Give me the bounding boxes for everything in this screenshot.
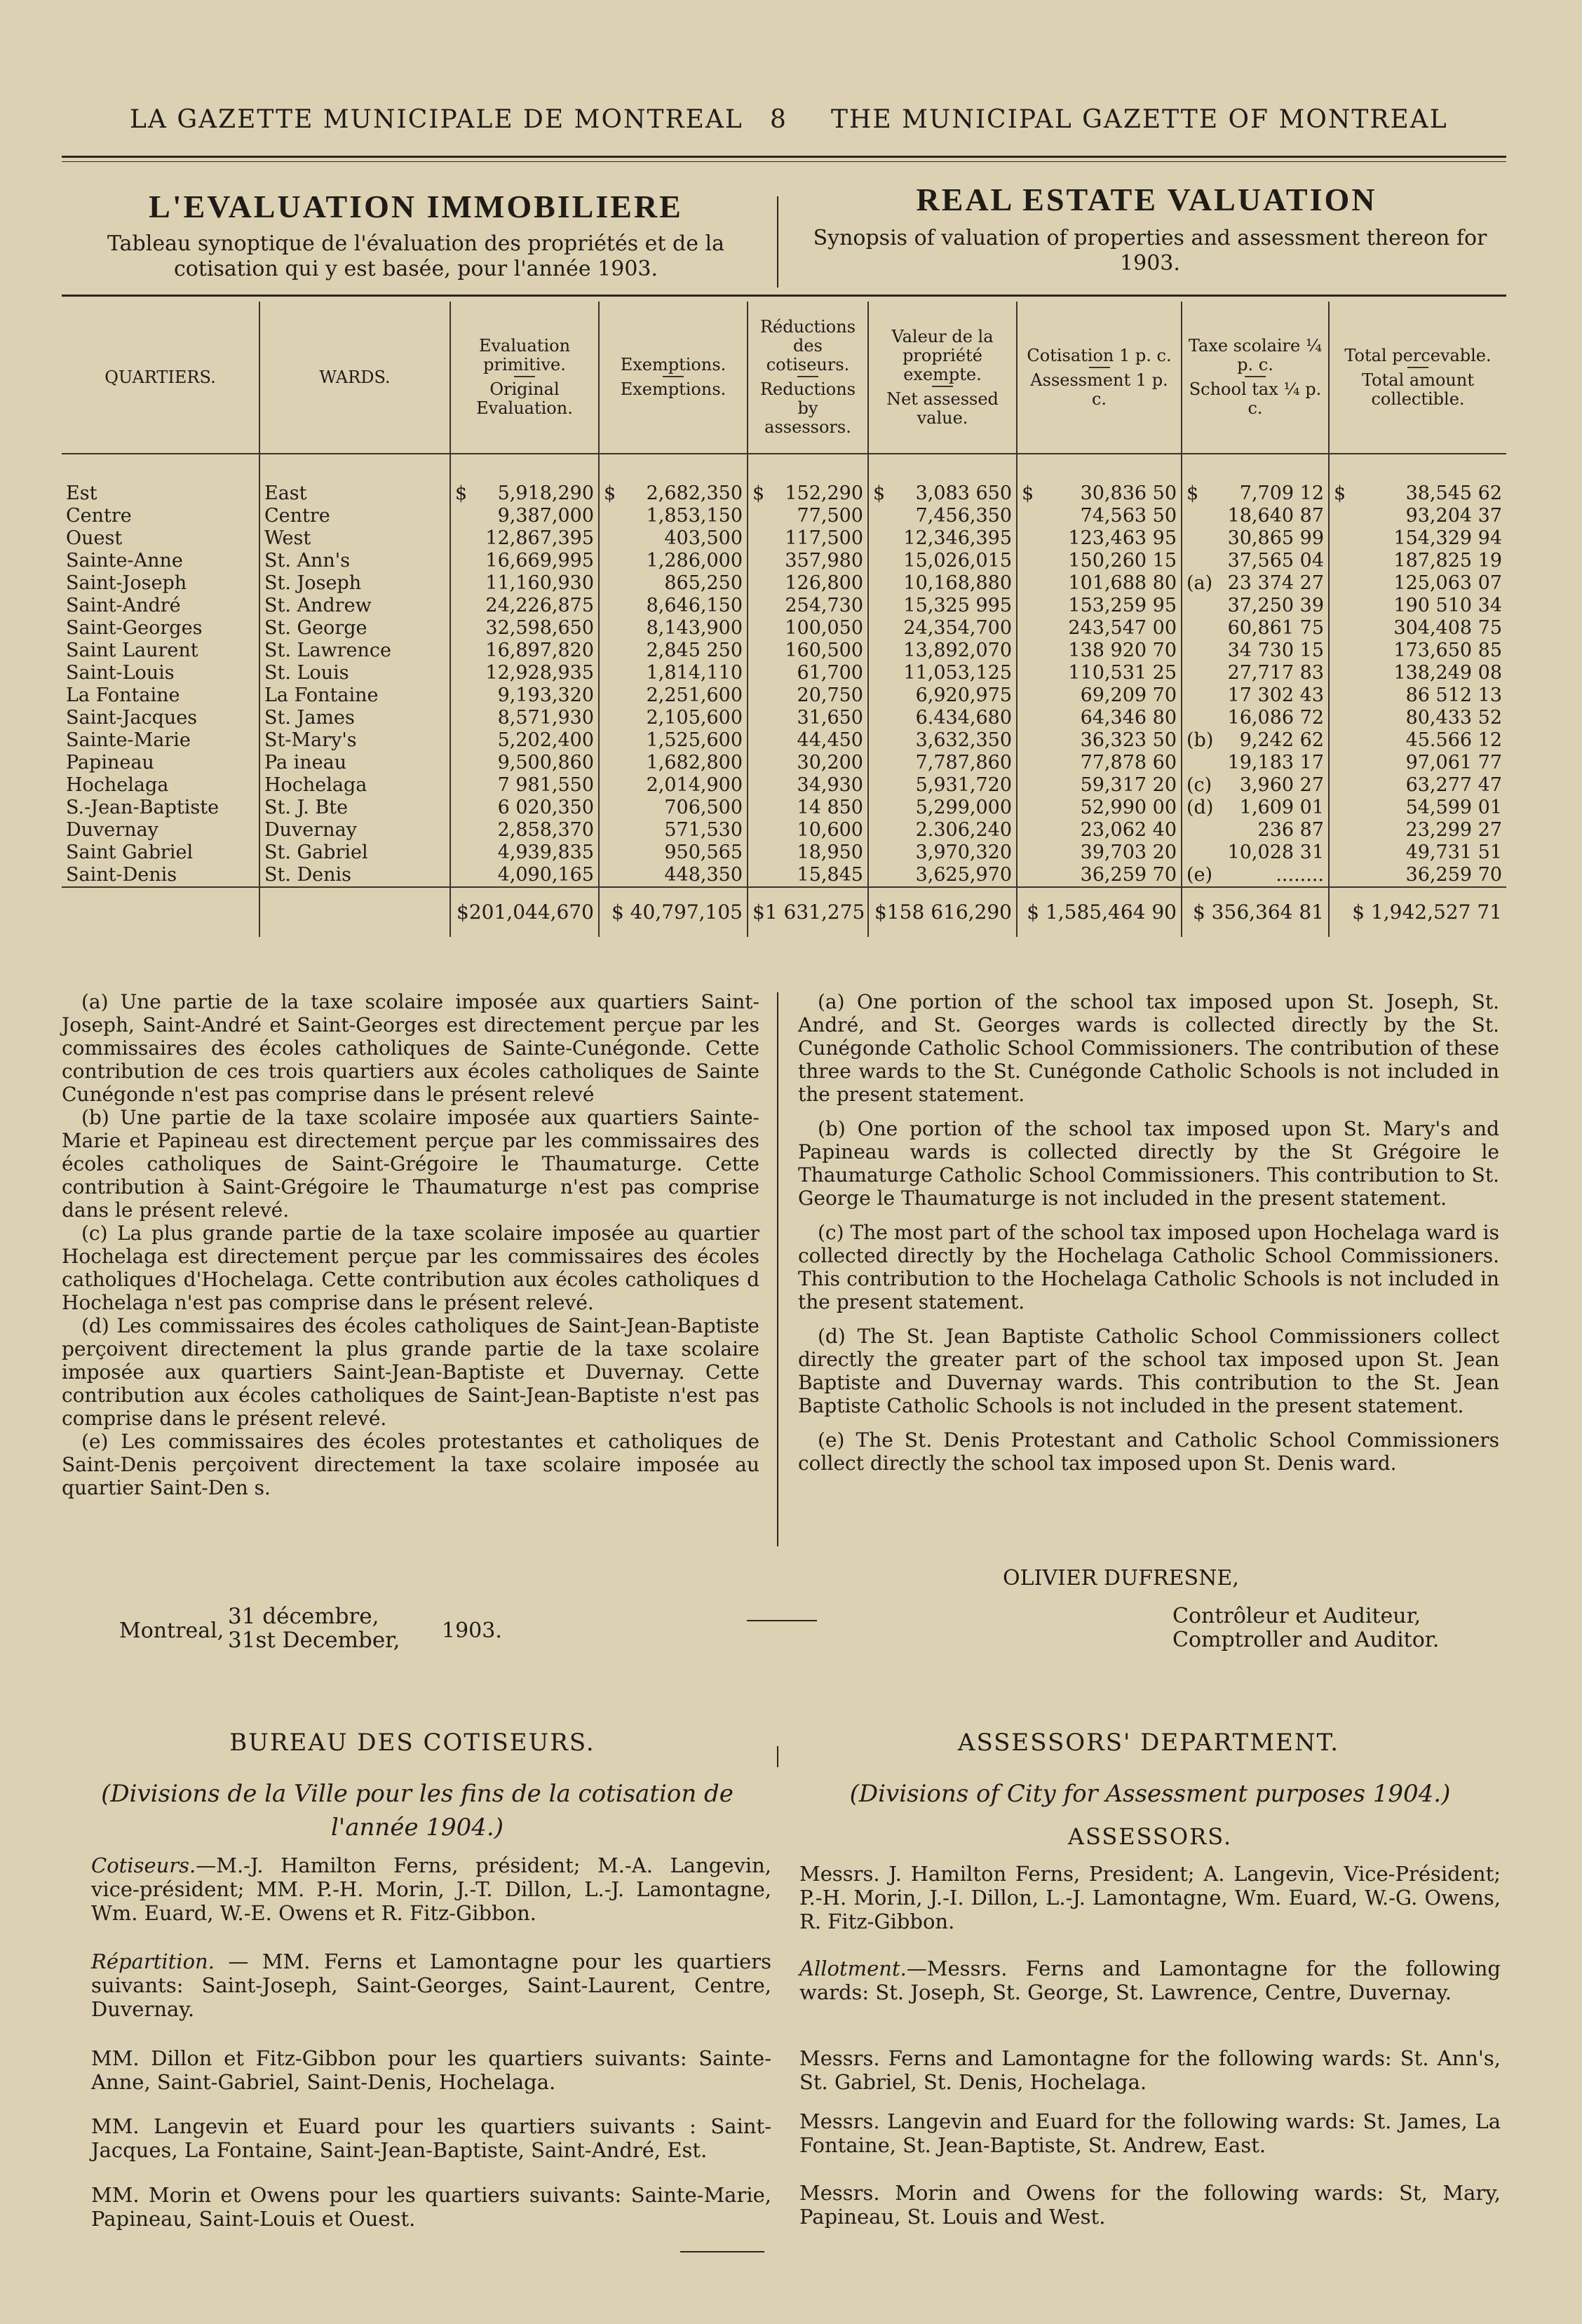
table-row (62, 617, 1506, 640)
note-en-b: (b) One portion of the school tax imposed upon St. Mary's and Papineau wards is collected directly by the St Grégoire le Thaumaturge Catholic School Commissioners. This contribution to St. George le Thaumaturge is not included in the present statement. (798, 1117, 1499, 1210)
cell-reductions: 15,845 (748, 864, 868, 887)
cell-quartier: Ouest (66, 527, 123, 549)
cell-school-tax: 34 730 15 (1182, 640, 1329, 662)
cell-evaluation: $ 5,918,290 (450, 454, 599, 505)
top-rule (62, 156, 1506, 158)
cell-total: 63,277 47 (1329, 774, 1506, 797)
cell-assessment: 36,323 50 (1017, 729, 1182, 752)
col-net-value: Valeur de la propriété exempte. Net assessed value. (868, 302, 1017, 454)
table-row (62, 454, 1506, 505)
subtitle-fr: Tableau synoptique de l'évaluation des propriétés et de la cotisation qui y est basée, pour l'année 1903. (107, 231, 724, 281)
table-row (62, 684, 1506, 707)
table-row (62, 640, 1506, 662)
cell-exemptions: 706,500 (599, 797, 748, 819)
cell-reductions: 77,500 (748, 505, 868, 527)
cell-reductions: 14 850 (748, 797, 868, 819)
cell-assessment: 153,259 95 (1017, 595, 1182, 617)
total-eval: $201,044,670 (450, 887, 599, 937)
table-top-rule (62, 295, 1506, 297)
bureau-heading-en: ASSESSORS' DEPARTMENT. (957, 1729, 1340, 1757)
cell-school-tax: $ 7,709 12 (1182, 454, 1329, 505)
cell-quartier: La Fontaine (66, 684, 180, 706)
cell-evaluation: 6 020,350 (450, 797, 599, 819)
cell-assessment: 110,531 25 (1017, 662, 1182, 684)
cell-net-value: 24,354,700 (868, 617, 1017, 640)
cell-evaluation: 4,090,165 (450, 864, 599, 887)
cell-ward: St. Louis (259, 662, 450, 684)
cell-net-value: 6,920,975 (868, 684, 1017, 707)
assessors-title: ASSESSORS. (1067, 1823, 1233, 1850)
cell-net-value: 5,299,000 (868, 797, 1017, 819)
cell-school-tax: 37,565 04 (1182, 550, 1329, 572)
cell-reductions: 357,980 (748, 550, 868, 572)
cell-school-tax: 37,250 39 (1182, 595, 1329, 617)
cell-exemptions: 1,814,110 (599, 662, 748, 684)
note-en-e: (e) The St. Denis Protestant and Catholic School Commissioners collect directly the school tax imposed upon St. Denis ward. (798, 1428, 1499, 1475)
cell-total: 36,259 70 (1329, 864, 1506, 887)
cell-net-value: 3,632,350 (868, 729, 1017, 752)
cell-quartier: Saint Gabriel (66, 842, 194, 863)
total-school: $ 356,364 81 (1182, 887, 1329, 937)
cell-total: 54,599 01 (1329, 797, 1506, 819)
cell-ward: St. Ann's (259, 550, 450, 572)
bureau-divider (777, 1746, 778, 1767)
cell-reductions: 44,450 (748, 729, 868, 752)
cell-net-value: 15,325 995 (868, 595, 1017, 617)
cell-quartier: Saint-Louis (66, 662, 175, 684)
note-fr-e: (e) Les commissaires des écoles protestantes et catholiques de Saint-Denis perçoivent directement la taxe scolaire imposée au quartier Saint-Den s. (62, 1430, 759, 1499)
cell-exemptions: 2,105,600 (599, 707, 748, 729)
running-head-right: THE MUNICIPAL GAZETTE OF MONTREAL (831, 105, 1448, 134)
cell-evaluation: 9,500,860 (450, 752, 599, 774)
table-row (62, 707, 1506, 729)
cell-exemptions: 1,682,800 (599, 752, 748, 774)
note-fr-b: (b) Une partie de la taxe scolaire imposée aux quartiers Sainte-Marie et Papineau est directement perçue par les commissaires des écoles catholiques de Saint-Grégoire le Thaumaturge. Cette contribution à Saint-Grégoire le Thaumaturge n'est pas comprise dans le présent relevé. (62, 1106, 759, 1222)
subtitle-en: Synopsis of valuation of properties and assessment thereon for 1903. (813, 226, 1487, 276)
note-en-d: (d) The St. Jean Baptiste Catholic School Commissioners collect directly the greater part of the school tax imposed upon St. Jean Baptiste and Duvernay wards. This contribution to the St. Jean Baptiste Catholic Schools is not included in the present statement. (798, 1325, 1499, 1417)
cell-exemptions: 571,530 (599, 819, 748, 842)
cell-ward: Pa ineau (259, 752, 450, 774)
cell-quartier: Saint-Denis (66, 864, 177, 886)
cell-school-tax: 18,640 87 (1182, 505, 1329, 527)
col-school-tax: Taxe scolaire ¼ p. c. School tax ¼ p. c. (1182, 302, 1329, 454)
bureau-en-p2: Messrs. Ferns and Lamontagne for the following wards: St. Ann's, St. Gabriel, St. Denis, Hochelaga. (799, 2046, 1501, 2094)
table-row (62, 572, 1506, 595)
cell-total: 49,731 51 (1329, 842, 1506, 864)
cell-school-tax: 236 87 (1182, 819, 1329, 842)
signature-date: 31 décembre, 31st December, (228, 1604, 400, 1653)
cell-assessment: 39,703 20 (1017, 842, 1182, 864)
table-row (62, 505, 1506, 527)
title-en: REAL ESTATE VALUATION (916, 182, 1377, 217)
cell-total: 154,329 94 (1329, 527, 1506, 550)
cell-evaluation: 2,858,370 (450, 819, 599, 842)
cell-ward: St. Gabriel (259, 842, 450, 864)
cell-ward: St. J. Bte (259, 797, 450, 819)
cell-evaluation: 7 981,550 (450, 774, 599, 797)
cell-exemptions: $ 2,682,350 (599, 454, 748, 505)
cell-reductions: 10,600 (748, 819, 868, 842)
cell-quartier: Saint-Joseph (66, 572, 187, 594)
cell-net-value: 12,346,395 (868, 527, 1017, 550)
notes-fr (62, 990, 759, 1499)
col-evaluation: Evaluation primitive. Original Evaluation. (450, 302, 599, 454)
cell-ward: St. Lawrence (259, 640, 450, 662)
total-net: $158 616,290 (868, 887, 1017, 937)
cell-total: 187,825 19 (1329, 550, 1506, 572)
cell-total: 125,063 07 (1329, 572, 1506, 595)
signature-name: OLIVIER DUFRESNE, (1003, 1566, 1239, 1590)
cell-assessment: 77,878 60 (1017, 752, 1182, 774)
cell-ward: Centre (259, 505, 450, 527)
table-row (62, 819, 1506, 842)
running-head (0, 105, 1582, 147)
cell-evaluation: 12,867,395 (450, 527, 599, 550)
table-header-row (62, 302, 1506, 454)
table-row (62, 662, 1506, 684)
cell-school-tax: 60,861 75 (1182, 617, 1329, 640)
cell-exemptions: 448,350 (599, 864, 748, 887)
cell-school-tax: 16,086 72 (1182, 707, 1329, 729)
note-fr-a: (a) Une partie de la taxe scolaire imposée aux quartiers Saint-Joseph, Saint-André et Saint-Georges est directement perçue par les commissaires des écoles catholiques de Sainte-Cunégonde. Cette contribution de ces trois quartiers aux écoles catholiques de Sainte Cunégonde n'est pas comprise dans le présent relevé (62, 990, 759, 1106)
cell-assessment: $ 30,836 50 (1017, 454, 1182, 505)
total-reduc: $1 631,275 (748, 887, 868, 937)
cell-evaluation: 16,897,820 (450, 640, 599, 662)
cell-reductions: 30,200 (748, 752, 868, 774)
cell-note-marker: (d) (1186, 797, 1214, 818)
top-rule-thin (62, 161, 1506, 162)
table-row (62, 752, 1506, 774)
cell-evaluation: 12,928,935 (450, 662, 599, 684)
valuation-table (62, 302, 1506, 937)
end-ornament (680, 2251, 764, 2252)
cell-reductions: 31,650 (748, 707, 868, 729)
cell-assessment: 52,990 00 (1017, 797, 1182, 819)
bureau-subheading-en: (Divisions of City for Assessment purposes 1904.) (849, 1780, 1451, 1808)
cell-reductions: 34,930 (748, 774, 868, 797)
cell-total: 190 510 34 (1329, 595, 1506, 617)
cell-assessment: 59,317 20 (1017, 774, 1182, 797)
cell-evaluation: 8,571,930 (450, 707, 599, 729)
cell-exemptions: 1,525,600 (599, 729, 748, 752)
cell-quartier: Papineau (66, 752, 154, 773)
cell-evaluation: 4,939,835 (450, 842, 599, 864)
table-row (62, 729, 1506, 752)
cell-assessment: 101,688 80 (1017, 572, 1182, 595)
cell-note-marker: (c) (1186, 774, 1212, 796)
note-fr-d: (d) Les commissaires des écoles catholiques de Saint-Jean-Baptiste perçoivent directement la plus grande partie de la taxe scolaire imposée aux quartiers Saint-Jean-Baptiste et Duvernay. Cette contribution aux écoles catholiques de Saint-Jean-Baptiste n'est pas comprise dans le présent relevé. (62, 1314, 759, 1430)
cell-net-value: 3,625,970 (868, 864, 1017, 887)
title-divider (777, 196, 778, 288)
cell-net-value: 3,970,320 (868, 842, 1017, 864)
cell-quartier: Est (66, 482, 97, 504)
cell-evaluation: 5,202,400 (450, 729, 599, 752)
cell-exemptions: 865,250 (599, 572, 748, 595)
table-row (62, 864, 1506, 887)
table-row (62, 527, 1506, 550)
cell-total: 138,249 08 (1329, 662, 1506, 684)
cell-reductions: 100,050 (748, 617, 868, 640)
col-exemptions: Exemptions. Exemptions. (599, 302, 748, 454)
cell-exemptions: 8,143,900 (599, 617, 748, 640)
signature-place: Montreal, (119, 1619, 224, 1643)
cell-reductions: 254,730 (748, 595, 868, 617)
cell-evaluation: 16,669,995 (450, 550, 599, 572)
cell-ward: St. Andrew (259, 595, 450, 617)
table-row (62, 595, 1506, 617)
cell-ward: Duvernay (259, 819, 450, 842)
col-wards: WARDS. (259, 302, 450, 454)
cell-net-value: 6.434,680 (868, 707, 1017, 729)
cell-ward: St. George (259, 617, 450, 640)
title-fr: L'EVALUATION IMMOBILIERE (149, 189, 683, 224)
assessors-en: Messrs. J. Hamilton Ferns, President; A. Langevin, Vice-Président; P.-H. Morin, J.-I. Dillon, L.-J. Lamontagne, Wm. Euard, W.-G. Owens, R. Fitz-Gibbon. (799, 1862, 1501, 1933)
cell-total: 93,204 37 (1329, 505, 1506, 527)
cell-assessment: 243,547 00 (1017, 617, 1182, 640)
cell-reductions: 20,750 (748, 684, 868, 707)
cell-evaluation: 24,226,875 (450, 595, 599, 617)
notes-en (798, 990, 1499, 1486)
cell-exemptions: 1,286,000 (599, 550, 748, 572)
cell-total: 86 512 13 (1329, 684, 1506, 707)
cell-total: $ 38,545 62 (1329, 454, 1506, 505)
cell-note-marker: (e) (1186, 864, 1213, 886)
signature-year: 1903. (442, 1619, 502, 1643)
bureau-en-p3: Messrs. Langevin and Euard for the following wards: St. James, La Fontaine, St. Jean-Baptiste, St. Andrew, East. (799, 2109, 1501, 2157)
cell-reductions: 61,700 (748, 662, 868, 684)
col-quartiers: QUARTIERS. (62, 302, 259, 454)
cell-quartier: Sainte-Marie (66, 729, 191, 751)
cell-ward: St. Denis (259, 864, 450, 887)
cell-school-tax: (e) ........ (1182, 864, 1329, 887)
note-en-c: (c) The most part of the school tax imposed upon Hochelaga ward is collected directly by the Hochelaga Catholic School Commissioners. This contribution to the Hochelaga Catholic Schools is not included in the present statement. (798, 1221, 1499, 1313)
note-fr-c: (c) La plus grande partie de la taxe scolaire imposée au quartier Hochelaga est directement perçue par les commissaires des écoles catholiques d'Hochelaga. Cette contribution aux écoles catholiques d Hochelaga n'est pas comprise dans le présent relevé. (62, 1222, 759, 1314)
bureau-heading-fr: BUREAU DES COTISEURS. (229, 1729, 595, 1757)
col-assessment: Cotisation 1 p. c. Assessment 1 p. c. (1017, 302, 1182, 454)
cell-net-value: 11,053,125 (868, 662, 1017, 684)
total-total: $ 1,942,527 71 (1329, 887, 1506, 937)
cell-reductions: 126,800 (748, 572, 868, 595)
table-row (62, 797, 1506, 819)
signature-title: Contrôleur et Auditeur, Comptroller and Auditor. (1172, 1604, 1440, 1652)
cell-assessment: 74,563 50 (1017, 505, 1182, 527)
total-assess: $ 1,585,464 90 (1017, 887, 1182, 937)
cell-net-value: 7,456,350 (868, 505, 1017, 527)
cell-total: 173,650 85 (1329, 640, 1506, 662)
cell-school-tax: 19,183 17 (1182, 752, 1329, 774)
bureau-fr-p2: MM. Dillon et Fitz-Gibbon pour les quartiers suivants: Sainte-Anne, Saint-Gabriel, Saint-Denis, Hochelaga. (91, 2046, 771, 2094)
cell-net-value: 5,931,720 (868, 774, 1017, 797)
cell-exemptions: 2,014,900 (599, 774, 748, 797)
cell-note-marker: (a) (1186, 572, 1213, 594)
signature-dash (747, 1620, 817, 1621)
cell-quartier: Duvernay (66, 819, 158, 841)
cell-net-value: 15,026,015 (868, 550, 1017, 572)
cell-evaluation: 9,387,000 (450, 505, 599, 527)
cell-school-tax: (b) 9,242 62 (1182, 729, 1329, 752)
cell-assessment: 64,346 80 (1017, 707, 1182, 729)
cell-school-tax: (d) 1,609 01 (1182, 797, 1329, 819)
bureau-fr-p3: MM. Langevin et Euard pour les quartiers suivants : Saint-Jacques, La Fontaine, Saint-Jean-Baptiste, Saint-André, Est. (91, 2114, 771, 2162)
cell-ward: East (259, 454, 450, 505)
cell-exemptions: 1,853,150 (599, 505, 748, 527)
cell-net-value: 13,892,070 (868, 640, 1017, 662)
bureau-subheading-fr: (Divisions de la Ville pour les fins de la cotisation de l'année 1904.) (101, 1780, 733, 1842)
cell-quartier: Hochelaga (66, 774, 169, 796)
cell-net-value: 10,168,880 (868, 572, 1017, 595)
cell-net-value: 7,787,860 (868, 752, 1017, 774)
page-number: 8 (770, 105, 787, 134)
cell-note-marker: (b) (1186, 729, 1214, 751)
cell-school-tax: 27,717 83 (1182, 662, 1329, 684)
table-row (62, 550, 1506, 572)
cell-assessment: 138 920 70 (1017, 640, 1182, 662)
note-en-a: (a) One portion of the school tax imposed upon St. Joseph, St. André, and St. Georges wards is collected directly by the St. Cunégonde Catholic School Commissioners. The contribution of these three wards to the St. Cunégonde Catholic Schools is not included in the present statement. (798, 990, 1499, 1106)
cell-evaluation: 32,598,650 (450, 617, 599, 640)
cell-assessment: 69,209 70 (1017, 684, 1182, 707)
cell-quartier: Saint-Georges (66, 617, 203, 639)
cell-exemptions: 2,845 250 (599, 640, 748, 662)
cell-reductions: 160,500 (748, 640, 868, 662)
total-blank (259, 887, 450, 937)
running-head-left: LA GAZETTE MUNICIPALE DE MONTREAL (130, 105, 743, 134)
col-total: Total percevable. Total amount collectible. (1329, 302, 1506, 454)
cell-exemptions: 8,646,150 (599, 595, 748, 617)
cell-assessment: 150,260 15 (1017, 550, 1182, 572)
cotiseurs-fr: Cotiseurs.—M.-J. Hamilton Ferns, président; M.-A. Langevin, vice-président; MM. P.-H. Morin, J.-T. Dillon, L.-J. Lamontagne, Wm. Euard, W.-E. Owens et R. Fitz-Gibbon. (91, 1853, 771, 1925)
cell-quartier: Saint Laurent (66, 640, 198, 661)
cell-reductions: 117,500 (748, 527, 868, 550)
col-reductions: Réductions des cotiseurs. Reductions by assessors. (748, 302, 868, 454)
cell-evaluation: 9,193,320 (450, 684, 599, 707)
cell-school-tax: 10,028 31 (1182, 842, 1329, 864)
cell-exemptions: 950,565 (599, 842, 748, 864)
cell-total: 45.566 12 (1329, 729, 1506, 752)
cell-school-tax: (c) 3,960 27 (1182, 774, 1329, 797)
allotment-en: Allotment.—Messrs. Ferns and Lamontagne for the following wards: St. Joseph, St. George, St. Lawrence, Centre, Duvernay. (799, 1957, 1501, 2004)
cell-quartier: S.-Jean-Baptiste (66, 797, 219, 818)
table-row (62, 842, 1506, 864)
cell-quartier: Saint-André (66, 595, 181, 616)
cell-net-value: 2.306,240 (868, 819, 1017, 842)
cell-total: 97,061 77 (1329, 752, 1506, 774)
cell-assessment: 36,259 70 (1017, 864, 1182, 887)
notes-divider (777, 992, 778, 1546)
cell-quartier: Saint-Jacques (66, 707, 198, 729)
cell-reductions: 18,950 (748, 842, 868, 864)
cell-exemptions: 2,251,600 (599, 684, 748, 707)
cell-school-tax: (a) 23 374 27 (1182, 572, 1329, 595)
cell-ward: La Fontaine (259, 684, 450, 707)
cell-assessment: 123,463 95 (1017, 527, 1182, 550)
cell-ward: St. James (259, 707, 450, 729)
cell-quartier: Centre (66, 505, 132, 527)
repartition-fr: Répartition. — MM. Ferns et Lamontagne pour les quartiers suivants: Saint-Joseph, Saint-Georges, Saint-Laurent, Centre, Duvernay. (91, 1950, 771, 2021)
table-row (62, 774, 1506, 797)
cell-ward: St. Joseph (259, 572, 450, 595)
cell-exemptions: 403,500 (599, 527, 748, 550)
table-total-row (62, 887, 1506, 937)
bureau-fr-p4: MM. Morin et Owens pour les quartiers suivants: Sainte-Marie, Papineau, Saint-Louis et Ouest. (91, 2183, 771, 2231)
total-blank (62, 887, 259, 937)
cell-school-tax: 30,865 99 (1182, 527, 1329, 550)
cell-ward: St-Mary's (259, 729, 450, 752)
cell-total: 80,433 52 (1329, 707, 1506, 729)
cell-school-tax: 17 302 43 (1182, 684, 1329, 707)
cell-ward: West (259, 527, 450, 550)
cell-net-value: $ 3,083 650 (868, 454, 1017, 505)
total-exempt: $ 40,797,105 (599, 887, 748, 937)
cell-assessment: 23,062 40 (1017, 819, 1182, 842)
cell-total: 304,408 75 (1329, 617, 1506, 640)
cell-quartier: Sainte-Anne (66, 550, 183, 572)
cell-evaluation: 11,160,930 (450, 572, 599, 595)
cell-reductions: $ 152,290 (748, 454, 868, 505)
cell-total: 23,299 27 (1329, 819, 1506, 842)
bureau-en-p4: Messrs. Morin and Owens for the following wards: St, Mary, Papineau, St. Louis and West. (799, 2181, 1501, 2229)
cell-ward: Hochelaga (259, 774, 450, 797)
